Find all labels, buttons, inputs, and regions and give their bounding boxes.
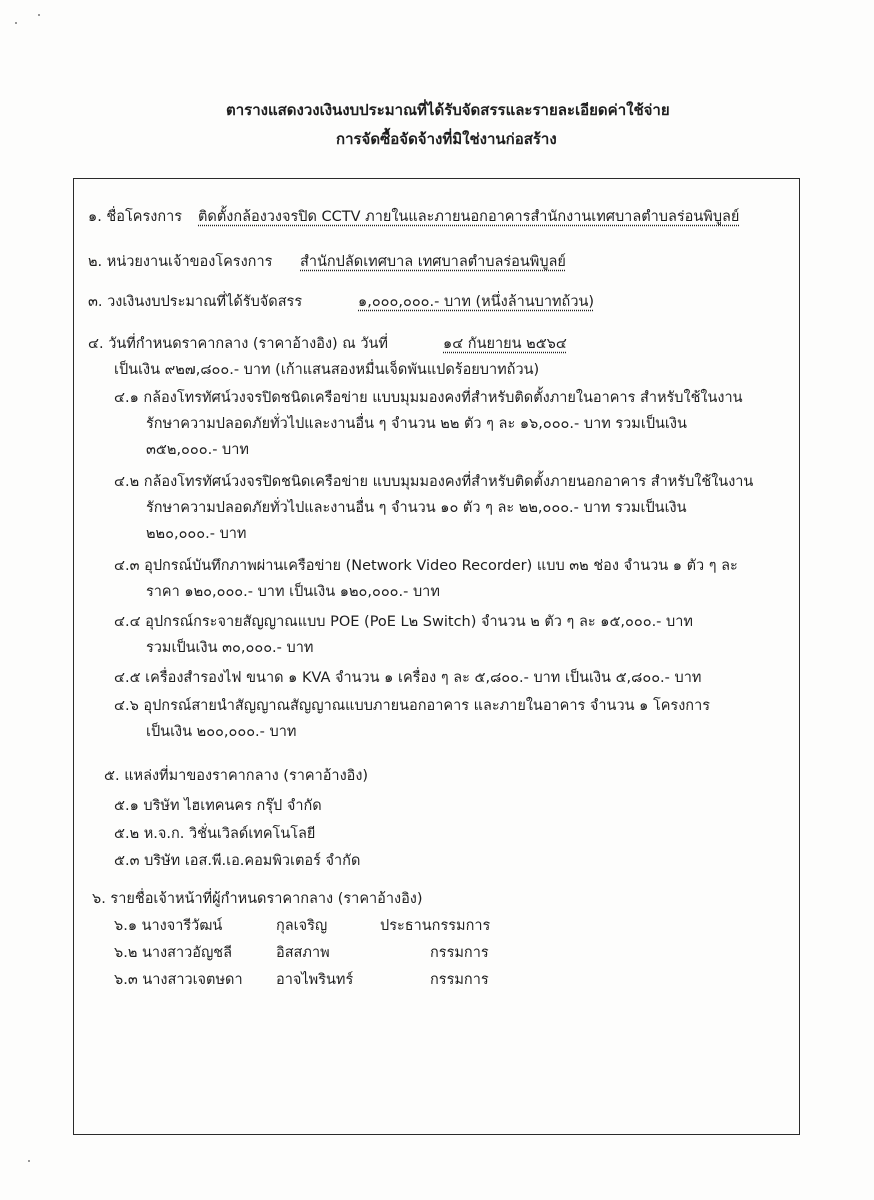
- budget-value: ๑,๐๐๐,๐๐๐.- บาท (หนึ่งล้านบาทถ้วน): [358, 294, 595, 310]
- committee-member-surname: อิสสภาพ: [276, 945, 330, 961]
- price-source-label: ๕. แหล่งที่มาของราคากลาง (ราคาอ้างอิง): [104, 768, 369, 784]
- item-4-1-line2: รักษาความปลอดภัยทั่วไปและงานอื่น ๆ จำนวน ๒๒ ตัว ๆ ละ ๑๖,๐๐๐.- บาท รวมเป็นเงิน: [146, 416, 687, 432]
- item-4-5: ๔.๕ เครื่องสำรองไฟ ขนาด ๑ KVA จำนวน ๑ เครื่อง ๆ ละ ๕,๘๐๐.- บาท เป็นเงิน ๕,๘๐๐.- บาท: [114, 670, 702, 686]
- item-4-3-line2: ราคา ๑๒๐,๐๐๐.- บาท เป็นเงิน ๑๒๐,๐๐๐.- บาท: [146, 584, 440, 600]
- item-4-6-line1: ๔.๖ อุปกรณ์สายนำสัญญาณสัญญาณแบบภายนอกอาคาร และภายในอาคาร จำนวน ๑ โครงการ: [114, 698, 711, 714]
- item-4-6-line2: เป็นเงิน ๒๐๐,๐๐๐.- บาท: [146, 724, 297, 740]
- budget-label: ๓. วงเงินงบประมาณที่ได้รับจัดสรร: [88, 294, 303, 310]
- reference-date-value: ๑๔ กันยายน ๒๕๖๔: [443, 336, 567, 352]
- price-source-item: ๕.๒ ห.จ.ก. วิชั่นเวิลด์เทคโนโลยี: [114, 826, 316, 842]
- committee-member-name: ๖.๓ นางสาวเจตษดา: [114, 972, 243, 988]
- committee-member-name: ๖.๒ นางสาวอัญชลี: [114, 945, 233, 961]
- item-4-2-line1: ๔.๒ กล้องโทรทัศน์วงจรปิดชนิดเครือข่าย แบบมุมมองคงที่สำหรับติดตั้งภายนอกอาคาร สำหรับใช้ในงาน: [114, 474, 754, 490]
- price-source-item: ๕.๓ บริษัท เอส.พี.เอ.คอมพิวเตอร์ จำกัด: [114, 853, 361, 869]
- project-name-value: ติดตั้งกล้องวงจรปิด CCTV ภายในและภายนอกอาคารสำนักงานเทศบาลตำบลร่อนพิบูลย์: [198, 209, 740, 225]
- item-4-2-line3: ๒๒๐,๐๐๐.- บาท: [146, 526, 247, 542]
- price-source-item: ๕.๑ บริษัท ไฮเทคนคร กรุ๊ป จำกัด: [114, 798, 322, 814]
- item-4-4-line1: ๔.๔ อุปกรณ์กระจายสัญญาณแบบ POE (PoE L๒ Switch) จำนวน ๒ ตัว ๆ ละ ๑๕,๐๐๐.- บาท: [114, 614, 693, 630]
- committee-member-name: ๖.๑ นางจารีวัฒน์: [114, 918, 223, 934]
- project-owner-value: สำนักปลัดเทศบาล เทศบาลตำบลร่อนพิบูลย์: [300, 254, 566, 270]
- committee-member-surname: อาจไพรินทร์: [276, 972, 354, 988]
- reference-amount: เป็นเงิน ๙๒๗,๘๐๐.- บาท (เก้าแสนสองหมื่นเจ็ดพันแปดร้อยบาทถ้วน): [114, 362, 540, 378]
- doc-title-line1: ตารางแสดงวงเงินงบประมาณที่ได้รับจัดสรรและรายละเอียดค่าใช้จ่าย: [226, 101, 670, 119]
- project-owner-label: ๒. หน่วยงานเจ้าของโครงการ: [88, 254, 273, 270]
- item-4-1-line3: ๓๕๒,๐๐๐.- บาท: [146, 442, 249, 458]
- scan-speck: [38, 14, 40, 16]
- project-name-label: ๑. ชื่อโครงการ: [88, 209, 183, 225]
- committee-member-role: กรรมการ: [430, 945, 489, 961]
- item-4-3-line1: ๔.๓ อุปกรณ์บันทึกภาพผ่านเครือข่าย (Network Video Recorder) แบบ ๓๒ ช่อง จำนวน ๑ ตัว ๆ ละ: [114, 558, 738, 574]
- item-4-1-line1: ๔.๑ กล้องโทรทัศน์วงจรปิดชนิดเครือข่าย แบบมุมมองคงที่สำหรับติดตั้งภายในอาคาร สำหรับใช้ในงาน: [114, 390, 743, 406]
- item-4-2-line2: รักษาความปลอดภัยทั่วไปและงานอื่น ๆ จำนวน ๑๐ ตัว ๆ ละ ๒๒,๐๐๐.- บาท รวมเป็นเงิน: [146, 500, 687, 516]
- doc-title-line2: การจัดซื้อจัดจ้างที่มิใช่งานก่อสร้าง: [336, 130, 557, 148]
- committee-label: ๖. รายชื่อเจ้าหน้าที่ผู้กำหนดราคากลาง (ราคาอ้างอิง): [92, 891, 423, 907]
- item-4-4-line2: รวมเป็นเงิน ๓๐,๐๐๐.- บาท: [146, 640, 314, 656]
- committee-member-role: ประธานกรรมการ: [380, 918, 491, 934]
- scan-speck: [28, 1160, 30, 1162]
- committee-member-surname: กุลเจริญ: [276, 918, 328, 934]
- committee-member-role: กรรมการ: [430, 972, 489, 988]
- scan-speck: [15, 22, 17, 24]
- reference-date-label: ๔. วันที่กำหนดราคากลาง (ราคาอ้างอิง) ณ วันที่: [88, 336, 388, 352]
